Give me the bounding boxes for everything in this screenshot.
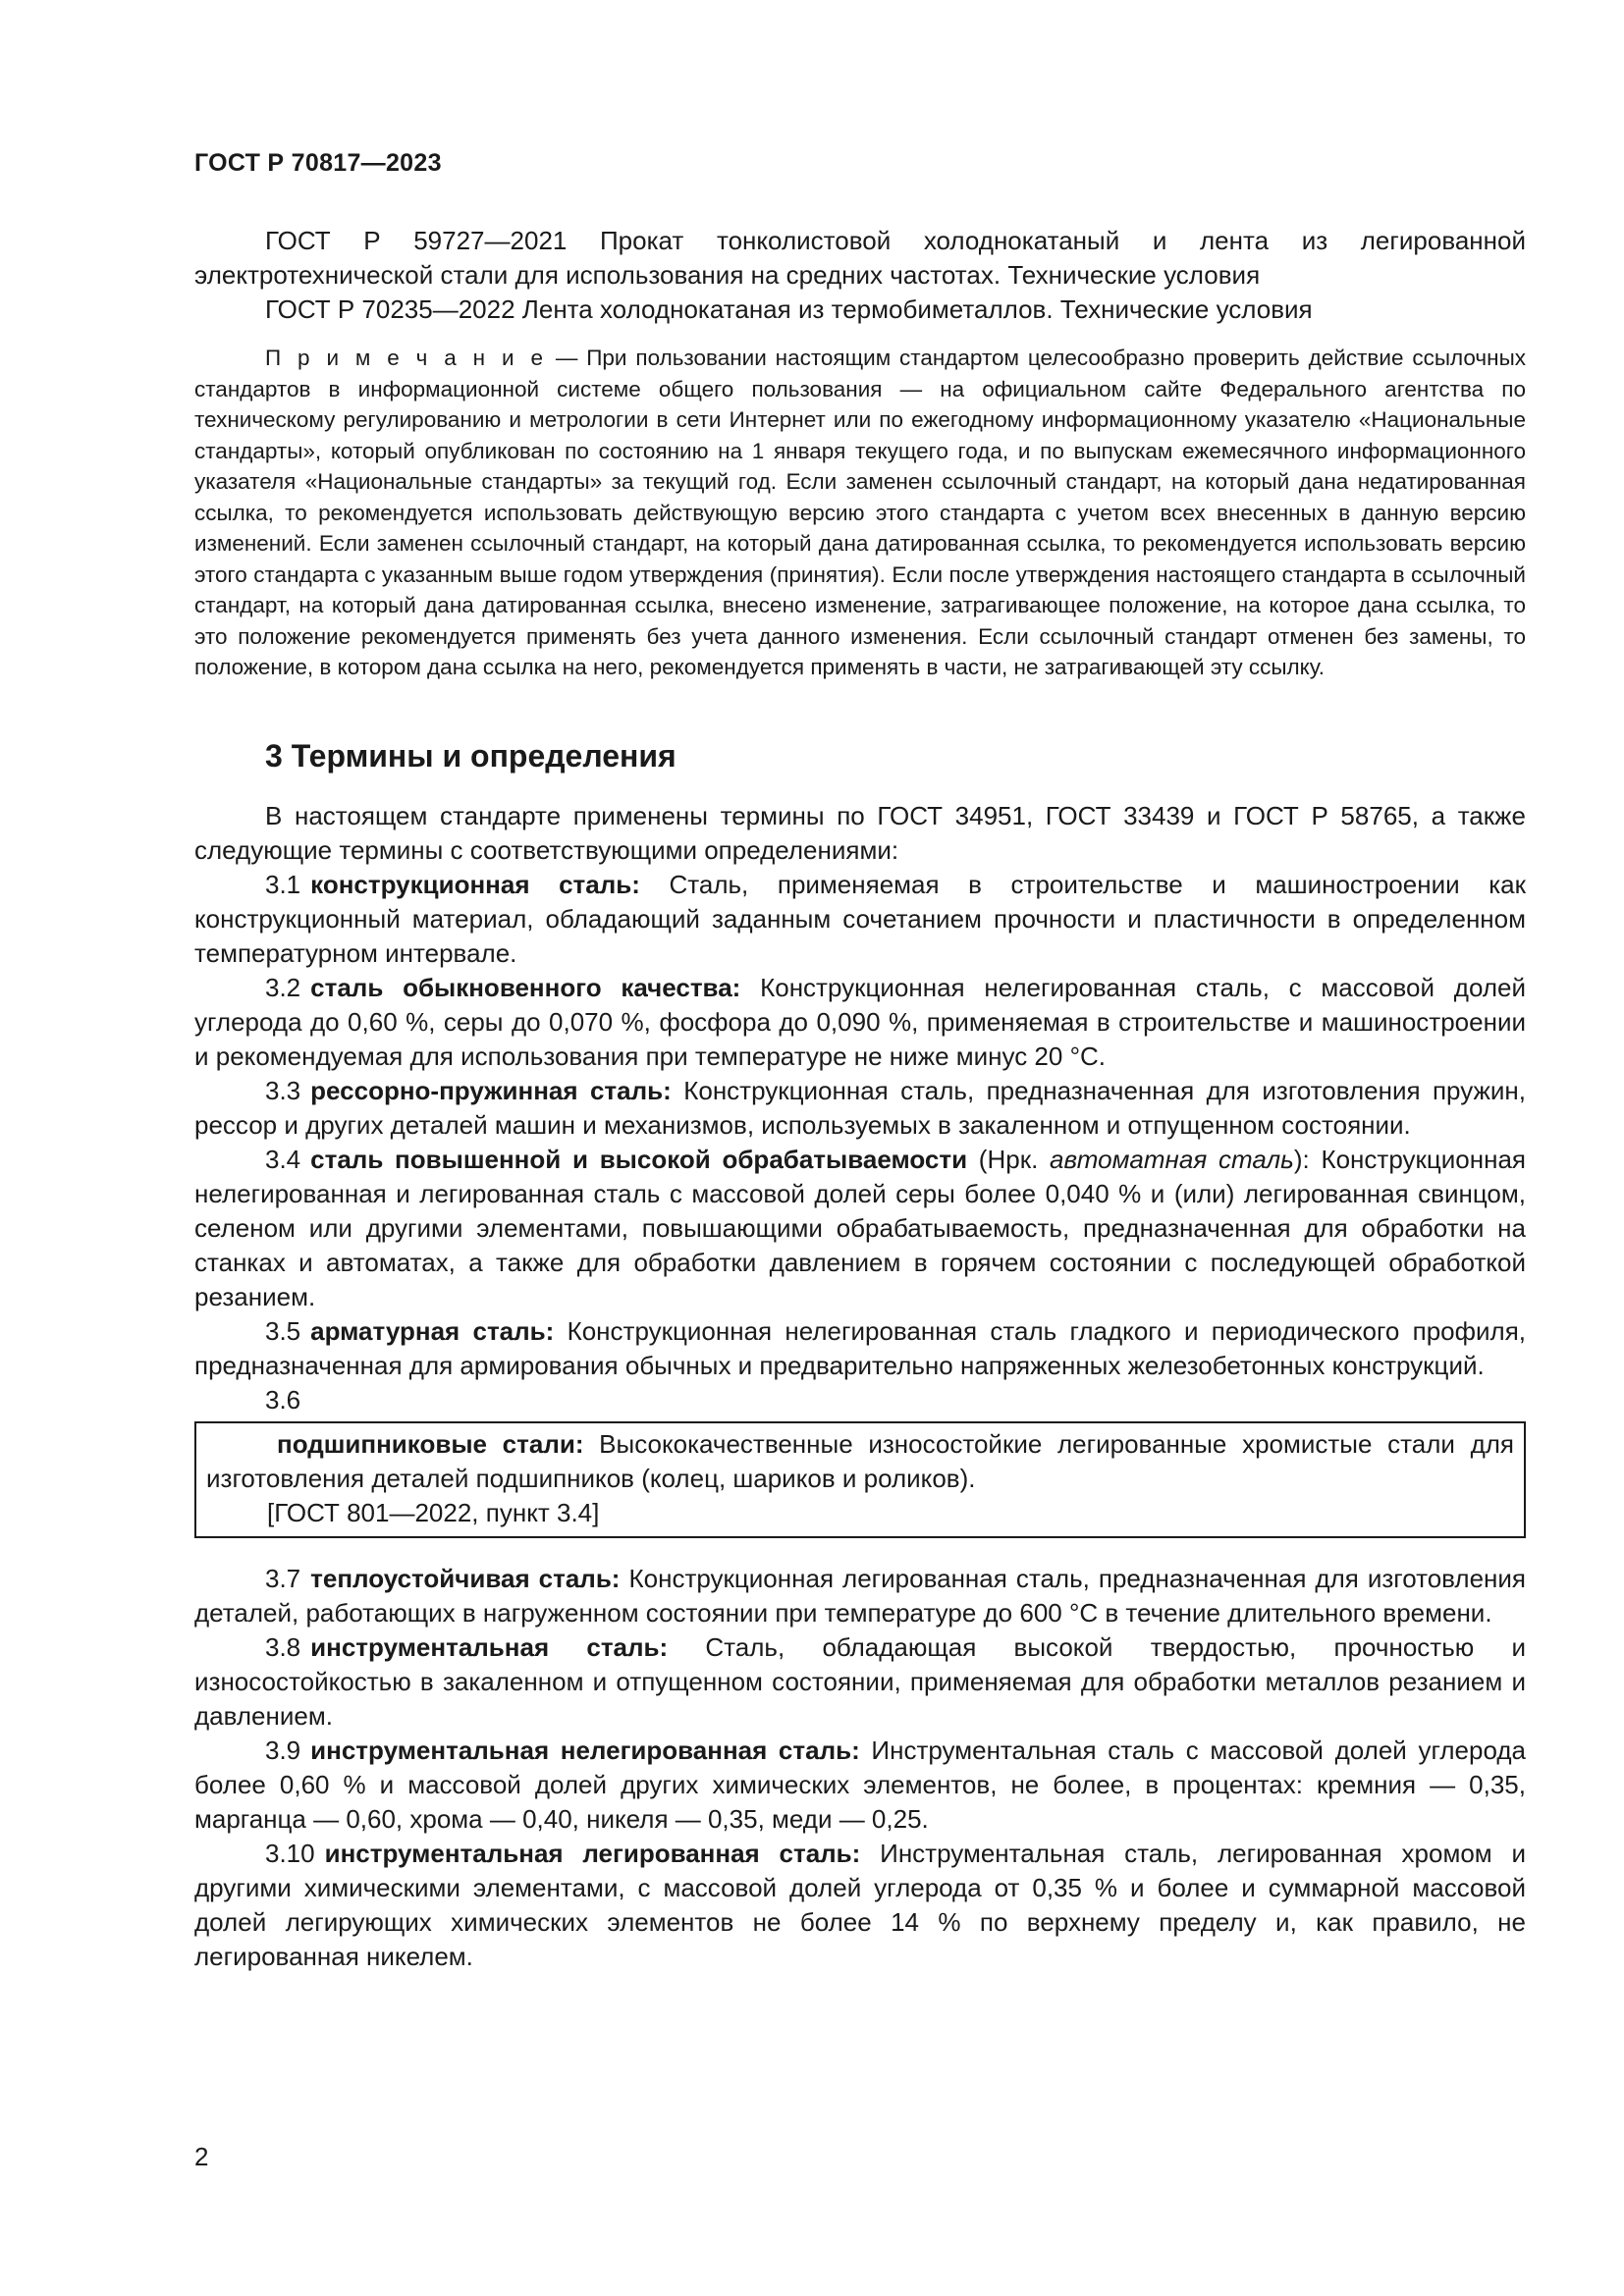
running-header: ГОСТ Р 70817—2023: [194, 149, 442, 177]
term-number: 3.7: [265, 1563, 301, 1593]
term-3-5: [194, 1314, 1526, 1383]
term-definition: ): Конструкционная нелегированная и легированная сталь с массовой долей серы более 0,040 % и (или) легированная свинцом, селеном или другими элементами, повышающими обрабатываемость, предназначенная для обработки на станках и автоматах, а также для обработки давлением в горячем состоянии с последующей обработкой резанием.: [194, 1144, 1526, 1311]
section-intro: В настоящем стандарте применены термины по ГОСТ 34951, ГОСТ 33439 и ГОСТ Р 58765, а также следующие термины с соответствующими определениями:: [194, 800, 1526, 865]
term-3-10: [194, 1837, 1526, 1974]
term-name: рессорно-пружинная сталь:: [310, 1075, 672, 1105]
term-3-8: [194, 1630, 1526, 1734]
term-definition: Высококачественные износостойкие легированные хромистые стали для изготовления деталей подшипников (колец, шариков и роликов).: [206, 1428, 1514, 1493]
term-3-6: [206, 1427, 1514, 1496]
term-number: 3.1: [265, 869, 301, 899]
term-name: инструментальная легированная сталь:: [324, 1838, 861, 1868]
term-name: инструментальная сталь:: [310, 1631, 669, 1662]
quoted-term-box: [194, 1421, 1526, 1538]
term-3-2: [194, 971, 1526, 1074]
term-definition: Конструкционная нелегированная сталь, с массовой долей углерода до 0,60 %, серы до 0,070 %, фосфора до 0,090 %, применяемая в строительстве и машиностроении и рекомендуемая для использования при температуре не ниже минус 20 °С.: [194, 972, 1526, 1071]
term-number: 3.9: [265, 1735, 301, 1765]
term-3-4: [194, 1143, 1526, 1314]
term-number-3-6: 3.6: [265, 1384, 301, 1415]
term-3-3: [194, 1074, 1526, 1143]
term-number: 3.4: [265, 1144, 301, 1174]
term-name: арматурная сталь:: [310, 1315, 555, 1346]
term-name: сталь повышенной и высокой обрабатываемости: [310, 1144, 968, 1174]
term-name: подшипниковые стали:: [277, 1428, 584, 1459]
term-3-1: [194, 868, 1526, 971]
term-synonym: автоматная сталь: [1050, 1144, 1294, 1174]
term-definition: Сталь, обладающая высокой твердостью, прочностью и износостойкостью в закаленном и отпущенном состоянии, применяемая для обработки металлов резанием и давлением.: [194, 1631, 1526, 1731]
document-body: [194, 224, 1526, 1974]
term-name: сталь обыкновенного качества:: [310, 972, 741, 1002]
term-number: 3.10: [265, 1838, 315, 1868]
term-number: 3.3: [265, 1075, 301, 1105]
term-definition: Сталь, применяемая в строительстве и машиностроении как конструкционный материал, обладающий заданным сочетанием прочности и пластичности в определенном температурном интервале.: [194, 869, 1526, 968]
term-source: [ГОСТ 801—2022, пункт 3.4]: [267, 1497, 600, 1527]
term-definition: Конструкционная нелегированная сталь гладкого и периодического профиля, предназначенная для армирования обычных и предварительно напряженных железобетонных конструкций.: [194, 1315, 1527, 1380]
term-number: 3.5: [265, 1315, 301, 1346]
term-name: инструментальная нелегированная сталь:: [310, 1735, 860, 1765]
term-3-9: [194, 1734, 1526, 1837]
term-synonym-prefix: (Нрк.: [967, 1144, 1051, 1174]
note-paragraph: [194, 343, 1526, 683]
page-number: 2: [194, 2142, 209, 2171]
note-text: — При пользовании настоящим стандартом целесообразно проверить действие ссылочных стандартов в информационной системе общего пользования — на официальном сайте Федерального агентства по техническому регулированию и метрологии в сети Интернет или по ежегодному информационному указателю «Национальные стандарты», который опубликован по состоянию на 1 января текущего года, и по выпускам ежемесячного информационного указателя «Национальные стандарты» за текущий год. Если заменен ссылочный стандарт, на который дана недатированная ссылка, то рекомендуется использовать действующую версию этого стандарта с учетом всех внесенных в данную версию изменений. Если заменен ссылочный стандарт, на который дана датированная ссылка, то рекомендуется использовать версию этого стандарта с указанным выше годом утверждения (принятия). Если после утверждения настоящего стандарта в ссылочный стандарт, на который дана датированная ссылка, внесено изменение, затрагивающее положение, на которое дана ссылка, то это положение рекомендуется применять без учета данного изменения. Если ссылочный стандарт отменен без замены, то положение, в котором дана ссылка на него, рекомендуется применять в части, не затрагивающей эту ссылку.: [194, 346, 1526, 679]
term-name: конструкционная сталь:: [310, 869, 640, 899]
term-definition: Конструкционная сталь, предназначенная для изготовления пружин, рессор и других деталей машин и механизмов, используемых в закаленном и отпущенном состоянии.: [194, 1075, 1526, 1140]
term-definition: Инструментальная сталь, легированная хромом и другими химическими элементами, с массовой долей углерода от 0,35 % и более и суммарной массовой долей легирующих химических элементов не более 14 % по верхнему пределу и, как правило, не легированная никелем.: [194, 1838, 1526, 1971]
term-definition: Конструкционная легированная сталь, предназначенная для изготовления деталей, работающих в нагруженном состоянии при температуре до 600 °С в течение длительного времени.: [194, 1563, 1526, 1628]
term-number: 3.8: [265, 1631, 301, 1662]
section-heading: 3 Термины и определения: [265, 737, 677, 774]
term-definition: Инструментальная сталь с массовой долей углерода более 0,60 % и массовой долей других химических элементов, не более, в процентах: кремния — 0,35, марганца — 0,60, хрома — 0,40, никеля — 0,35, меди — 0,25.: [194, 1735, 1526, 1834]
reference-item: ГОСТ Р 59727—2021 Прокат тонколистовой холоднокатаный и лента из легированной электротехнической стали для использования на средних частотах. Технические условия: [194, 226, 1526, 290]
term-number: 3.2: [265, 972, 301, 1002]
note-label: П р и м е ч а н и е: [265, 346, 547, 370]
term-name: теплоустойчивая сталь:: [310, 1563, 621, 1593]
reference-item: ГОСТ Р 70235—2022 Лента холоднокатаная из термобиметаллов. Технические условия: [265, 294, 1313, 324]
term-3-7: [194, 1562, 1526, 1630]
